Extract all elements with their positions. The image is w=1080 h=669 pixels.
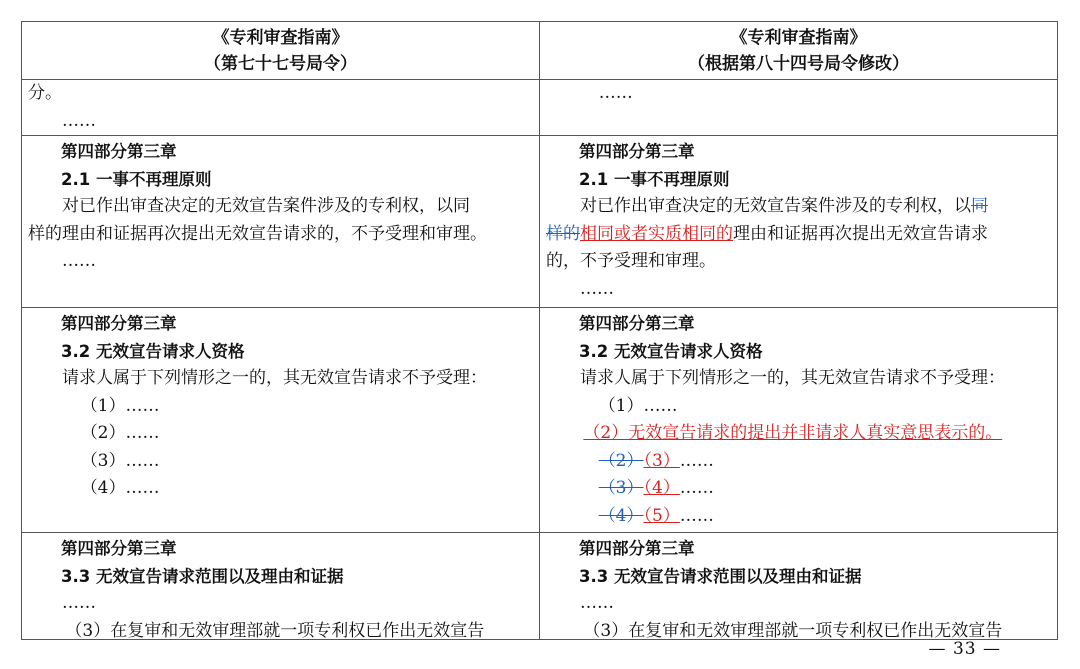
- paragraph-line: 请求人属于下列情形之一的，其无效宣告请求不予受理：: [62, 368, 487, 388]
- section-heading: 3.3 无效宣告请求范围以及理由和证据: [579, 566, 862, 586]
- list-item: （1）……: [80, 395, 160, 416]
- paragraph-line: [546, 221, 1051, 249]
- list-item: [546, 503, 1051, 531]
- row2-right: [540, 136, 1058, 308]
- deleted-text: 同: [971, 196, 988, 216]
- right-title: 《专利审查指南》: [730, 28, 867, 48]
- list-item: （2）……: [80, 423, 160, 443]
- text: ……: [679, 478, 714, 498]
- row2-left: [22, 136, 540, 308]
- list-item: [546, 475, 1051, 503]
- deleted-text: 样的: [546, 223, 580, 244]
- chapter-heading: 第四部分第三章: [61, 314, 177, 333]
- text: 对已作出审查决定的无效宣告案件涉及的专利权，以: [580, 196, 971, 216]
- row1-left: [22, 80, 540, 136]
- paragraph-line: 的，不予受理和审理。: [546, 251, 716, 271]
- ellipsis: ……: [598, 83, 633, 103]
- section-heading: 2.1 一事不再理原则: [579, 169, 730, 189]
- section-heading: 3.3 无效宣告请求范围以及理由和证据: [61, 566, 344, 586]
- text-line: 分。: [28, 83, 62, 103]
- ellipsis: ……: [62, 251, 96, 271]
- paragraph-line: 对已作出审查决定的无效宣告案件涉及的专利权，以同: [62, 196, 470, 216]
- inserted-text: （4）: [643, 478, 680, 498]
- paragraph-line: 请求人属于下列情形之一的，其无效宣告请求不予受理：: [580, 368, 1005, 388]
- comparison-table: [21, 21, 1058, 640]
- table-row: [22, 80, 1058, 136]
- chapter-heading: 第四部分第三章: [61, 539, 177, 558]
- paragraph-line: （3）在复审和无效审理部就一项专利权已作出无效宣告: [583, 620, 1003, 639]
- right-subtitle: （根据第八十四号局令修改）: [688, 54, 909, 74]
- section-heading: 2.1 一事不再理原则: [61, 169, 212, 189]
- chapter-heading: 第四部分第三章: [579, 142, 695, 161]
- list-item: （1）……: [598, 395, 678, 416]
- page-number: — 33 —: [928, 639, 1001, 659]
- ellipsis: ……: [580, 593, 614, 613]
- inserted-list-item: [546, 420, 1051, 448]
- text: ……: [679, 450, 714, 471]
- table-row: [22, 308, 1058, 533]
- row1-right: [540, 80, 1058, 136]
- deleted-text: （3）: [598, 478, 644, 498]
- section-heading: 3.2 无效宣告请求人资格: [61, 341, 245, 361]
- deleted-text: （2）: [598, 450, 644, 471]
- inserted-text: （3）: [643, 450, 680, 471]
- table-row: [22, 136, 1058, 308]
- text: ……: [679, 505, 714, 526]
- row3-right: [540, 308, 1058, 533]
- paragraph-line: [546, 193, 1051, 221]
- header-right: [540, 22, 1058, 80]
- inserted-text: （5）: [643, 505, 680, 526]
- text: 理由和证据再次提出无效宣告请求: [733, 223, 988, 244]
- section-heading: 3.2 无效宣告请求人资格: [579, 341, 763, 361]
- inserted-text: 相同或者实质相同的: [580, 223, 733, 244]
- list-item: （3）……: [80, 450, 160, 471]
- list-item: [546, 448, 1051, 476]
- ellipsis: ……: [580, 278, 614, 299]
- row4-left: [22, 533, 540, 640]
- row3-left: [22, 308, 540, 533]
- row4-right: [540, 533, 1058, 640]
- chapter-heading: 第四部分第三章: [579, 539, 695, 558]
- table-header-row: [22, 22, 1058, 80]
- deleted-text: （4）: [598, 505, 644, 526]
- header-left: [22, 22, 540, 80]
- chapter-heading: 第四部分第三章: [579, 314, 695, 333]
- inserted-text: （2）无效宣告请求的提出并非请求人真实意思表示的。: [583, 423, 1003, 443]
- left-title: 《专利审查指南》: [212, 28, 349, 48]
- table-row: [22, 533, 1058, 640]
- list-item: （4）……: [80, 478, 160, 498]
- ellipsis: ……: [62, 593, 96, 613]
- paragraph-line: 样的理由和证据再次提出无效宣告请求的，不予受理和审理。: [28, 223, 487, 244]
- chapter-heading: 第四部分第三章: [61, 142, 177, 161]
- paragraph-line: （3）在复审和无效审理部就一项专利权已作出无效宣告: [65, 620, 485, 639]
- left-subtitle: （第七十七号局令）: [204, 54, 357, 74]
- ellipsis: ……: [62, 110, 96, 131]
